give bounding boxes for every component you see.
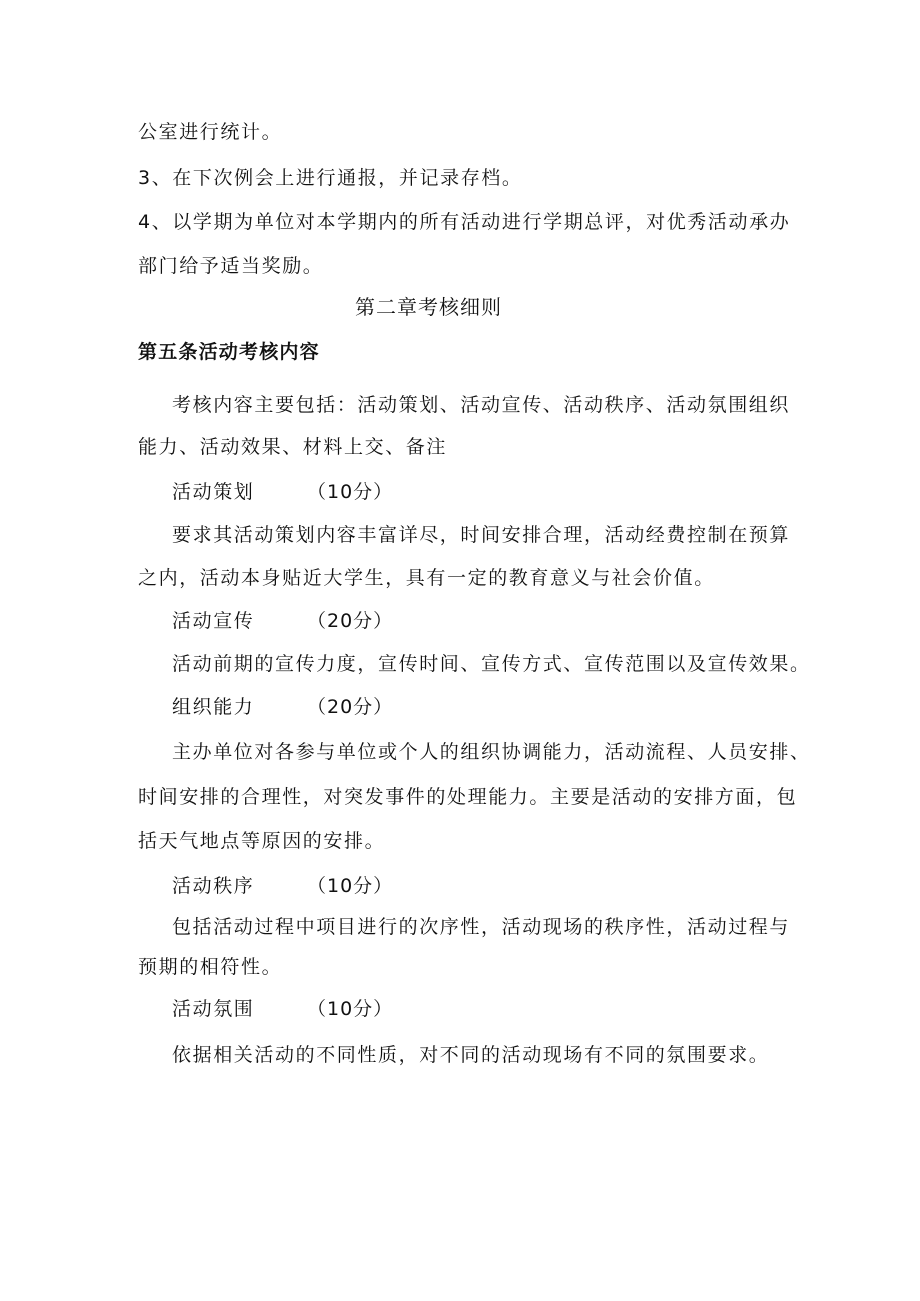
criteria-item: [172, 480, 592, 504]
criteria-name: 组织能力: [172, 696, 255, 718]
criteria-name: 活动氛围: [172, 998, 255, 1020]
text-line: 部门给予适当奖励。: [138, 255, 324, 277]
criteria-description: 包括活动过程中项目进行的次序性，活动现场的秩序性，活动过程与: [172, 916, 791, 938]
chapter-title: 第二章考核细则: [355, 295, 502, 319]
criteria-name: 活动策划: [172, 481, 255, 503]
paragraph-line: 考核内容主要包括：活动策划、活动宣传、活动秩序、活动氛围组织: [172, 394, 791, 416]
article-title: 第五条活动考核内容: [138, 341, 320, 363]
criteria-score: （20分）: [307, 696, 394, 718]
criteria-description: 时间安排的合理性，对突发事件的处理能力。主要是活动的安排方面，包: [138, 786, 798, 808]
text-line: 4、以学期为单位对本学期内的所有活动进行学期总评，对优秀活动承办: [138, 211, 791, 233]
text-line: 3、在下次例会上进行通报，并记录存档。: [138, 167, 523, 189]
criteria-description: 括天气地点等原因的安排。: [138, 830, 386, 852]
criteria-item: [172, 609, 592, 633]
criteria-name: 活动秩序: [172, 875, 255, 897]
criteria-item: [172, 695, 592, 719]
criteria-name: 活动宣传: [172, 610, 255, 632]
criteria-description: 要求其活动策划内容丰富详尽，时间安排合理，活动经费控制在预算: [172, 524, 791, 546]
text-line: 公室进行统计。: [138, 121, 283, 143]
criteria-score: （10分）: [307, 998, 394, 1020]
criteria-item: [172, 874, 592, 898]
criteria-score: （10分）: [307, 481, 394, 503]
criteria-description: 预期的相符性。: [138, 956, 283, 978]
paragraph-line: 能力、活动效果、材料上交、备注: [138, 436, 448, 458]
criteria-score: （20分）: [307, 610, 394, 632]
criteria-item: [172, 997, 592, 1021]
criteria-description: 依据相关活动的不同性质，对不同的活动现场有不同的氛围要求。: [172, 1044, 770, 1066]
criteria-description: 主办单位对各参与单位或个人的组织协调能力，活动流程、人员安排、: [172, 741, 811, 763]
criteria-description: 之内，活动本身贴近大学生，具有一定的教育意义与社会价值。: [138, 567, 715, 589]
criteria-score: （10分）: [307, 875, 394, 897]
criteria-description: 活动前期的宣传力度，宣传时间、宣传方式、宣传范围以及宣传效果。: [172, 653, 811, 675]
